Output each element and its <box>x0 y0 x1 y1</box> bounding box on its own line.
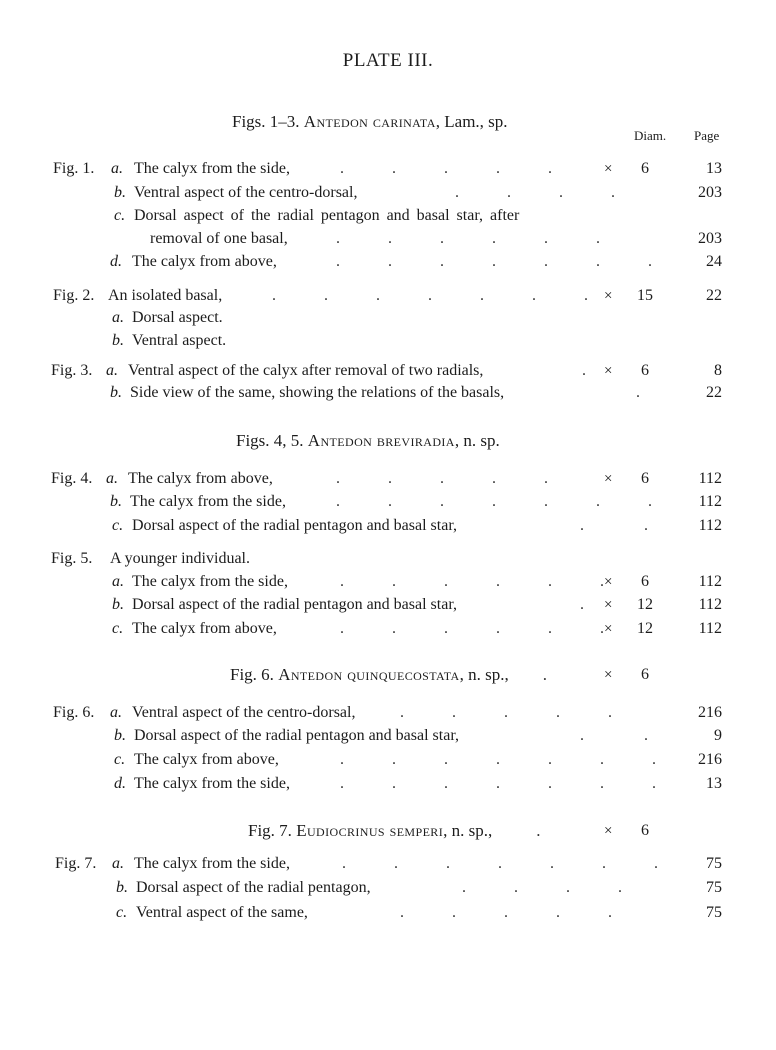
item-letter: b. <box>112 332 124 349</box>
item-letter: a. <box>112 855 124 872</box>
page-number: 112 <box>698 517 722 534</box>
item-letter: a. <box>111 160 123 177</box>
entry-row <box>0 285 776 307</box>
page-number: 22 <box>706 384 722 401</box>
leader-dots: . . . . . <box>400 704 612 721</box>
section-heading-figs-1-3 <box>232 112 508 132</box>
entry-row <box>0 382 776 404</box>
entry-text: Ventral aspect of the centro-dorsal, <box>132 704 356 721</box>
page-number: 112 <box>698 573 722 590</box>
entry-text: An isolated basal, <box>108 287 223 304</box>
diam-value: 6 <box>641 573 649 590</box>
entry-text: Dorsal aspect. <box>132 309 223 326</box>
fig-label: Fig. 7. <box>55 855 97 872</box>
entry-text: Ventral aspect of the calyx after removal of two radials, <box>128 362 484 379</box>
page-number: 203 <box>698 230 722 247</box>
entry-text: Dorsal aspect of the radial pentagon and basal star, <box>132 596 458 613</box>
item-letter: a. <box>106 362 118 379</box>
times-sign: × <box>604 621 613 637</box>
leader-dots: . <box>542 665 547 684</box>
leader-dots: . . . . . <box>336 470 548 487</box>
entry-row <box>0 902 776 924</box>
diam-value: 6 <box>641 666 649 683</box>
entry-text: The calyx from the side, <box>130 493 286 510</box>
item-letter: a. <box>112 309 124 326</box>
times-sign: × <box>604 574 613 590</box>
leader-dots: . . . . . . . <box>272 287 588 304</box>
leader-dots: . . . . . . <box>336 230 600 247</box>
entry-row <box>0 548 776 570</box>
page-number: 112 <box>698 470 722 487</box>
entry-text: A younger individual. <box>110 550 250 567</box>
leader-dots: . . . . . . . <box>340 775 656 792</box>
page-number: 9 <box>714 727 722 744</box>
item-letter: b. <box>110 493 122 510</box>
entry-row <box>0 205 776 227</box>
entry-text: The calyx from above, <box>128 470 273 487</box>
entry-text: removal of one basal, <box>150 230 288 247</box>
item-letter: d. <box>110 253 122 270</box>
page-number: 75 <box>706 855 722 872</box>
entry-row <box>0 515 776 537</box>
heading-suffix: , Lam., sp. <box>435 112 508 131</box>
plate-title: PLATE III. <box>342 50 434 71</box>
entry-row <box>0 571 776 593</box>
entry-text: The calyx from the side, <box>134 855 290 872</box>
entry-row <box>0 853 776 875</box>
leader-dots: . . . . . . <box>340 620 604 637</box>
leader-dots: . <box>580 596 584 613</box>
entry-text: The calyx from above, <box>132 620 277 637</box>
page-number: 75 <box>706 879 722 896</box>
times-sign: × <box>604 597 613 613</box>
times-sign: × <box>604 161 613 177</box>
leader-dots: . . . . . . . <box>342 855 658 872</box>
times-sign: × <box>604 471 613 487</box>
diam-value: 15 <box>637 287 653 304</box>
entry-row <box>0 228 776 250</box>
entry-row <box>0 307 776 329</box>
heading-suffix: , n. sp. <box>454 431 500 450</box>
item-letter: c. <box>114 207 126 224</box>
entry-text: Side view of the same, showing the relations of the basals, <box>130 384 505 401</box>
leader-dots: . . . . . . . <box>336 253 652 270</box>
page-number: 216 <box>698 751 722 768</box>
heading-prefix: Figs. 1–3. <box>232 112 304 131</box>
fig-label: Fig. 2. <box>53 287 95 304</box>
section-heading-fig-7 <box>0 820 776 842</box>
leader-dots: . . . . <box>462 879 622 896</box>
heading-species: Antedon carinata <box>303 112 436 131</box>
fig-label: Fig. 1. <box>53 160 95 177</box>
heading-suffix: , n. sp., <box>459 665 509 684</box>
heading-prefix: Fig. 7. <box>248 821 297 840</box>
page-number: 112 <box>698 620 722 637</box>
entry-text: The calyx from the side, <box>132 573 288 590</box>
entry-row <box>0 491 776 513</box>
fig-label: Fig. 5. <box>51 550 93 567</box>
page-number: 75 <box>706 904 722 921</box>
entry-text: The calyx from above, <box>132 253 277 270</box>
entry-row <box>0 468 776 490</box>
item-letter: a. <box>106 470 118 487</box>
entry-row <box>0 330 776 352</box>
leader-dots: . <box>636 384 640 401</box>
entry-row <box>0 773 776 795</box>
page-number: 112 <box>698 596 722 613</box>
item-letter: c. <box>112 517 124 534</box>
entry-text: Ventral aspect of the centro-dorsal, <box>134 184 358 201</box>
item-letter: b. <box>112 596 124 613</box>
page-number: 24 <box>706 253 722 270</box>
entry-text: Ventral aspect. <box>132 332 227 349</box>
times-sign: × <box>604 288 613 304</box>
item-letter: c. <box>116 904 128 921</box>
diam-value: 6 <box>641 362 649 379</box>
leader-dots: . . <box>580 517 648 534</box>
entry-row <box>0 877 776 899</box>
leader-dots: . . . . <box>455 184 615 201</box>
leader-dots: . . . . . <box>340 160 552 177</box>
heading-species: Antedon breviradia <box>307 431 455 450</box>
item-letter: b. <box>110 384 122 401</box>
item-letter: c. <box>112 620 124 637</box>
fig-label: Fig. 3. <box>51 362 93 379</box>
entry-row <box>0 594 776 616</box>
page-number: 203 <box>698 184 722 201</box>
page-number: 8 <box>714 362 722 379</box>
column-header-page: Page <box>694 128 720 143</box>
entry-row <box>0 251 776 273</box>
entry-text: The calyx from the side, <box>134 160 290 177</box>
entry-row <box>0 749 776 771</box>
diam-value: 12 <box>637 596 653 613</box>
entry-row <box>0 158 776 180</box>
item-letter: b. <box>114 727 126 744</box>
page-number: 13 <box>706 160 722 177</box>
times-sign: × <box>604 363 613 379</box>
entry-row <box>0 725 776 747</box>
times-sign: × <box>604 823 613 839</box>
item-letter: b. <box>116 879 128 896</box>
section-heading-fig-6 <box>0 664 776 686</box>
entry-row <box>0 618 776 640</box>
entry-row <box>0 702 776 724</box>
entry-text: Dorsal aspect of the radial pentagon and basal star, <box>132 517 458 534</box>
heading-prefix: Figs. 4, 5. <box>236 431 308 450</box>
section-heading-figs-4-5 <box>236 431 500 451</box>
item-letter: b. <box>114 184 126 201</box>
diam-value: 12 <box>637 620 653 637</box>
heading-prefix: Fig. 6. <box>230 665 279 684</box>
heading-species: Eudiocrinus semperi <box>296 821 444 840</box>
diam-value: 6 <box>641 822 649 839</box>
page-number: 13 <box>706 775 722 792</box>
entry-text: Dorsal aspect of the radial pentagon and basal star, after <box>134 207 520 224</box>
entry-row <box>0 182 776 204</box>
times-sign: × <box>604 667 613 683</box>
entry-row <box>0 360 776 382</box>
entry-text: Ventral aspect of the same, <box>136 904 308 921</box>
page-number: 216 <box>698 704 722 721</box>
leader-dots: . <box>582 362 586 379</box>
leader-dots: . . . . . . <box>340 573 604 590</box>
item-letter: a. <box>110 704 122 721</box>
page-number: 22 <box>706 287 722 304</box>
fig-label: Fig. 6. <box>53 704 95 721</box>
heading-suffix: , n. sp., <box>443 821 493 840</box>
page-number: 112 <box>698 493 722 510</box>
item-letter: d. <box>114 775 126 792</box>
item-letter: c. <box>114 751 126 768</box>
fig-label: Fig. 4. <box>51 470 93 487</box>
item-letter: a. <box>112 573 124 590</box>
leader-dots: . . . . . <box>400 904 612 921</box>
entry-text: Dorsal aspect of the radial pentagon and basal star, <box>134 727 460 744</box>
entry-text: The calyx from above, <box>134 751 279 768</box>
leader-dots: . . . . . . . <box>340 751 656 768</box>
entry-text: The calyx from the side, <box>134 775 290 792</box>
leader-dots: . <box>536 821 541 840</box>
leader-dots: . . <box>580 727 648 744</box>
entry-text: Dorsal aspect of the radial pentagon, <box>136 879 371 896</box>
diam-value: 6 <box>641 160 649 177</box>
diam-value: 6 <box>641 470 649 487</box>
heading-species: Antedon quinquecostata <box>278 665 460 684</box>
column-header-diam: Diam. <box>634 128 667 143</box>
leader-dots: . . . . . . . <box>336 493 652 510</box>
